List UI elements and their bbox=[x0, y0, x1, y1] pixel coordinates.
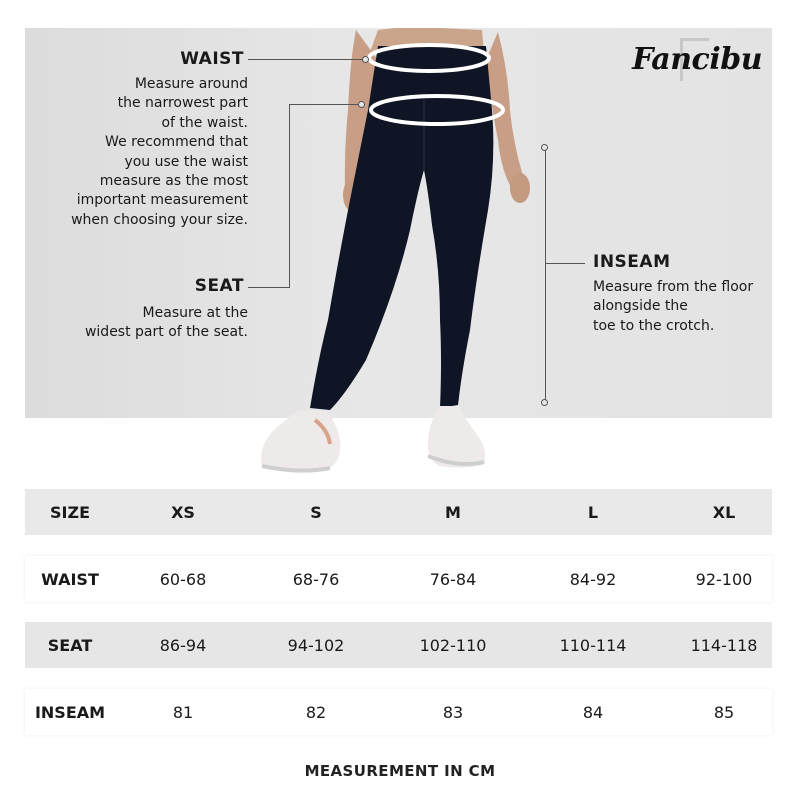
table-cell: 68-76 bbox=[292, 569, 340, 589]
table-cell: 76-84 bbox=[429, 569, 477, 589]
waist-line-7: important measurement bbox=[76, 192, 248, 209]
seat-leader-dot bbox=[358, 101, 365, 108]
seat-description bbox=[40, 304, 248, 343]
waist-line-8: when choosing your size. bbox=[71, 211, 248, 228]
seat-line-1: Measure at the bbox=[142, 305, 248, 321]
table-cell: 84 bbox=[582, 702, 604, 722]
table-cell: 110-114 bbox=[559, 635, 627, 655]
waist-description bbox=[40, 75, 248, 230]
seat-leader-horizontal bbox=[248, 287, 289, 288]
table-cell: 83 bbox=[442, 702, 464, 722]
inseam-bottom-dot bbox=[541, 399, 548, 406]
waist-line-2: the narrowest part bbox=[117, 95, 248, 112]
waist-line-1: Measure around bbox=[134, 76, 248, 92]
seat-leader-top bbox=[289, 104, 361, 105]
seat-title: SEAT bbox=[194, 276, 244, 296]
header-s: S bbox=[310, 502, 322, 522]
inseam-line-1: Measure from the floor bbox=[593, 279, 754, 295]
table-row-waist bbox=[25, 556, 772, 602]
table-cell: 102-110 bbox=[419, 635, 487, 655]
table-cell: 85 bbox=[713, 702, 735, 722]
waist-line-5: you use the waist bbox=[124, 153, 248, 170]
header-l: L bbox=[587, 502, 599, 522]
table-cell: 94-102 bbox=[287, 635, 345, 655]
size-table-header bbox=[25, 489, 772, 535]
waist-line-4: We recommend that bbox=[105, 134, 248, 151]
waist-title: WAIST bbox=[180, 49, 244, 69]
seat-line-2: widest part of the seat. bbox=[84, 324, 248, 341]
table-row-inseam bbox=[25, 689, 772, 735]
table-cell: 81 bbox=[172, 702, 194, 722]
header-size: SIZE bbox=[49, 502, 91, 522]
inseam-measure-line bbox=[545, 148, 546, 404]
table-cell: 60-68 bbox=[159, 569, 207, 589]
waist-line-6: measure as the most bbox=[99, 173, 248, 190]
header-m: M bbox=[445, 502, 461, 522]
inseam-title: INSEAM bbox=[593, 252, 671, 272]
table-row-seat bbox=[25, 622, 772, 668]
row-label: SEAT bbox=[47, 635, 93, 655]
table-cell: 114-118 bbox=[690, 635, 758, 655]
row-label: WAIST bbox=[41, 569, 99, 589]
table-cell: 84-92 bbox=[569, 569, 617, 589]
waist-line-3: of the waist. bbox=[161, 114, 248, 131]
measurement-unit-note: MEASUREMENT IN CM bbox=[304, 762, 496, 780]
header-xl: XL bbox=[712, 502, 736, 522]
row-label: INSEAM bbox=[34, 702, 106, 722]
table-cell: 92-100 bbox=[695, 569, 753, 589]
brand-logo: Fancibu bbox=[632, 42, 762, 77]
inseam-line-2: alongside the bbox=[593, 298, 688, 315]
waist-leader-dot bbox=[362, 56, 369, 63]
table-cell: 86-94 bbox=[159, 635, 207, 655]
waist-leader-line bbox=[248, 59, 366, 60]
header-xs: XS bbox=[171, 502, 195, 522]
inseam-top-dot bbox=[541, 144, 548, 151]
seat-leader-vertical bbox=[289, 104, 290, 288]
table-cell: 82 bbox=[305, 702, 327, 722]
inseam-leader-line bbox=[545, 263, 585, 264]
inseam-line-3: toe to the crotch. bbox=[593, 317, 715, 334]
inseam-description bbox=[593, 278, 768, 336]
